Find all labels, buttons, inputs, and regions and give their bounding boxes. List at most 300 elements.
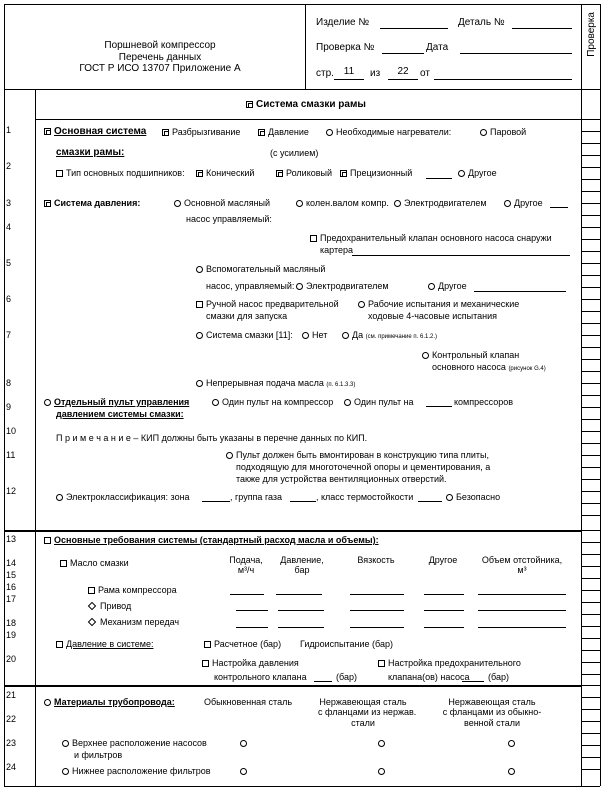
hydro-label: Гидроиспытание (бар) [300, 639, 394, 649]
control-valve-label-a: Контрольный клапан [432, 350, 520, 360]
check-cell-line [581, 709, 600, 710]
row-number: 3 [6, 198, 12, 208]
relief-valve-label-b: картера [320, 245, 353, 255]
mount-label-c: также для устройства вентиляционных отверстий. [236, 474, 447, 484]
control-valve-option[interactable] [422, 350, 519, 360]
one-console-option[interactable] [212, 397, 333, 407]
bearing-other-radio[interactable] [458, 170, 465, 177]
aux-motor-radio[interactable] [296, 283, 303, 290]
continuous-option[interactable] [196, 378, 355, 389]
title-line-3: ГОСТ Р ИСО 13707 Приложение А [79, 63, 241, 74]
frame-other-blank[interactable] [424, 594, 464, 595]
requirements-title [44, 535, 379, 545]
requirements-title-text: Основные требования системы (стандартный расход масла и объемы): [54, 535, 379, 545]
col-viscosity: Вязкость [357, 555, 395, 565]
crankshaft-option[interactable] [296, 198, 389, 208]
check-cell-line [581, 733, 600, 734]
ss-label-c: стали [351, 717, 375, 728]
gear-other-blank[interactable] [424, 627, 464, 628]
no-label: Нет [312, 330, 328, 340]
check-cell-line [581, 578, 600, 579]
page-label: стр. [316, 68, 334, 79]
drive-label: Привод [100, 601, 132, 611]
piping-title-text: Материалы трубопровода: [54, 697, 175, 707]
oil-option[interactable] [60, 558, 129, 568]
header-split [305, 4, 306, 89]
check-cell-line [581, 530, 600, 531]
drive-viscosity-blank[interactable] [350, 610, 404, 611]
check-cell-line [581, 638, 600, 639]
check-cell-line [581, 554, 600, 555]
row-number: 10 [6, 426, 17, 436]
section-divider-1 [4, 530, 581, 532]
crankshaft-radio[interactable] [296, 200, 303, 207]
check-cell-line [581, 239, 600, 240]
main-pump-other-radio[interactable] [504, 200, 511, 207]
relief-valve-option[interactable] [310, 233, 552, 243]
check-cell-line [581, 685, 600, 686]
heaters-radio[interactable] [326, 129, 333, 136]
elec-zone-blank[interactable] [202, 501, 230, 502]
ss2-label-b: с фланцами из обыкно- [442, 707, 542, 718]
no-radio[interactable] [302, 332, 309, 339]
relief-setting-blank[interactable] [462, 681, 484, 682]
main-pump-other-blank[interactable] [550, 207, 568, 208]
pressure-system-label-text: Система давления: [54, 198, 141, 208]
mount-option[interactable] [226, 450, 489, 460]
aux-pump-radio[interactable] [196, 266, 203, 273]
row-number: 17 [6, 594, 17, 604]
one-console-label: Один пульт на компрессор [222, 397, 334, 407]
main-pump-other-label: Другое [514, 198, 543, 208]
aux-motor-option[interactable] [296, 281, 389, 291]
check-cell-line [581, 721, 600, 722]
row-number-column-line [35, 89, 36, 786]
pressure-label: Давление [268, 127, 309, 137]
ss2-label-a: Нержавеющая сталь [448, 697, 536, 707]
row-number: 18 [6, 618, 17, 628]
conical-option[interactable] [196, 168, 254, 178]
upper-ss2-radio-wrap[interactable] [508, 738, 518, 748]
multi-console-option[interactable] [344, 397, 414, 407]
upper-carbon-radio-wrap[interactable] [240, 738, 250, 748]
from-field[interactable] [434, 79, 572, 80]
col-pressure [272, 555, 332, 576]
pressure-system-label [44, 198, 140, 208]
gas-group-blank[interactable] [290, 501, 316, 502]
check-cell-line [581, 566, 600, 567]
calculated-option[interactable] [204, 639, 281, 649]
control-valve-label-b: основного насоса [432, 362, 506, 372]
date-field[interactable] [460, 53, 572, 54]
relief-setting-checkbox[interactable] [378, 660, 385, 667]
upper-carbon-radio[interactable] [240, 740, 247, 747]
tests-label-b: ходовые 4-часовые испытания [368, 311, 498, 321]
check-cell-line [581, 602, 600, 603]
check-cell-line [581, 515, 600, 516]
section-checkbox[interactable] [246, 101, 253, 108]
pressure-system-checkbox[interactable] [44, 200, 51, 207]
row-number: 13 [6, 534, 17, 544]
detail-label: Деталь № [458, 17, 505, 28]
aux-motor-label: Электродвигателем [306, 281, 389, 291]
motor-option[interactable] [394, 198, 487, 208]
safe-radio[interactable] [446, 494, 453, 501]
no-option[interactable] [302, 330, 327, 340]
frame-label: Рама компрессора [98, 585, 177, 595]
gas-group-label: , группа газа [230, 492, 283, 502]
aux-other-radio[interactable] [428, 283, 435, 290]
hand-pump-label-b: смазки для запуска [206, 311, 288, 321]
frame-option[interactable] [88, 585, 177, 595]
continuous-label: Непрерывная подача масла [206, 378, 324, 388]
check-cell-line [581, 455, 600, 456]
setting-unit: (бар) [336, 672, 357, 682]
frame-top [4, 4, 600, 5]
elec-zone-radio[interactable] [56, 494, 63, 501]
row-number: 24 [6, 762, 17, 772]
console-radio[interactable] [44, 399, 51, 406]
upper-radio[interactable] [62, 740, 69, 747]
sys-pressure-label: Давление в системе: [66, 639, 154, 649]
drive-diamond-icon[interactable] [88, 602, 96, 610]
check-cell-line [581, 335, 600, 336]
aux-pump-label-b: насос, управляемый: [206, 281, 295, 291]
section-divider-2 [4, 685, 581, 687]
lower-option[interactable] [62, 766, 211, 776]
check-cell-line [581, 626, 600, 627]
check-cell-line [581, 323, 600, 324]
yes-option[interactable] [342, 330, 437, 341]
upper-label-a: Верхнее расположение насосов [72, 738, 207, 748]
row-number: 21 [6, 690, 17, 700]
row-number: 7 [6, 330, 12, 340]
temp-class-blank[interactable] [418, 501, 442, 502]
col-flow [216, 555, 276, 576]
motor-radio[interactable] [394, 200, 401, 207]
calculated-checkbox[interactable] [204, 641, 211, 648]
lube-system-radio[interactable] [196, 332, 203, 339]
elec-zone-label: Электроклассификация: зона [66, 492, 190, 502]
check-cell-line [581, 131, 600, 132]
row-number: 11 [6, 450, 16, 460]
frame-pressure-blank[interactable] [276, 594, 322, 595]
check-cell-line [581, 347, 600, 348]
conical-label: Конический [206, 168, 255, 178]
frame-checkbox[interactable] [88, 587, 95, 594]
frame-settling-blank[interactable] [478, 594, 566, 595]
main-pump-other-option[interactable] [504, 198, 543, 208]
date-label: Дата [426, 42, 449, 53]
frame-flow-blank[interactable] [230, 594, 264, 595]
upper-ss-radio[interactable] [378, 740, 385, 747]
setting-label-a: Настройка давления [212, 658, 299, 668]
lower-carbon-radio-wrap[interactable] [240, 766, 250, 776]
row-number: 2 [6, 161, 12, 171]
check-cell-line [581, 419, 600, 420]
check-cell-line [581, 407, 600, 408]
frame-left [4, 4, 5, 786]
roller-checkbox[interactable] [276, 170, 283, 177]
gear-settling-blank[interactable] [478, 627, 566, 628]
gear-pressure-blank[interactable] [278, 627, 324, 628]
setting-label-b: контрольного клапана [214, 672, 307, 682]
safe-label: Безопасно [456, 492, 501, 502]
form-title [60, 40, 260, 75]
console-label [44, 397, 189, 407]
check-cell-line [581, 263, 600, 264]
steam-radio[interactable] [480, 129, 487, 136]
pressure-option[interactable] [258, 127, 309, 137]
control-valve-radio[interactable] [422, 352, 429, 359]
main-system-checkbox[interactable] [44, 128, 51, 135]
row-number: 15 [6, 570, 17, 580]
lube-system-option[interactable] [196, 330, 293, 340]
drive-flow-blank[interactable] [236, 610, 268, 611]
upper-label-b: и фильтров [74, 750, 123, 760]
hand-pump-checkbox[interactable] [196, 301, 203, 308]
ss-label-b: с фланцами из нержав. [318, 707, 417, 718]
splash-label: Разбрызгивание [172, 127, 241, 137]
gear-option[interactable] [88, 617, 179, 627]
carbon-label: Обыкновенная сталь [204, 697, 293, 707]
relief-setting-label-a: Настройка предохранительного [388, 658, 521, 668]
tests-option[interactable] [358, 299, 519, 309]
precision-blank[interactable] [426, 178, 452, 179]
console-label-b: давлением системы смазки: [56, 409, 184, 419]
section-title-divider [35, 119, 581, 120]
row-number: 12 [6, 486, 17, 496]
roller-label: Роликовый [286, 168, 333, 178]
lower-label: Нижнее расположение фильтров [72, 766, 211, 776]
multi-console-label-a: Один пульт на [354, 397, 414, 407]
aux-other-option[interactable] [428, 281, 467, 291]
frame-bottom [4, 786, 600, 787]
aux-pump-label-a: Вспомогательный масляный [206, 264, 326, 274]
relief-valve-checkbox[interactable] [310, 235, 317, 242]
check-label: Проверка № [316, 42, 375, 53]
precision-option[interactable] [340, 168, 412, 178]
roller-option[interactable] [276, 168, 332, 178]
product-field[interactable] [380, 28, 448, 29]
check-cell-line [581, 757, 600, 758]
detail-field[interactable] [512, 28, 572, 29]
check-cell-line [581, 203, 600, 204]
col-pressure-unit: бар [294, 565, 310, 576]
section-title [246, 99, 366, 111]
crankshaft-label: колен.валом компр. [306, 198, 389, 208]
main-system-label-b: смазки рамы: [56, 147, 125, 158]
elec-zone-option[interactable] [56, 492, 190, 502]
side-check-label: Проверка [586, 12, 597, 57]
lower-ss2-radio-wrap[interactable] [508, 766, 518, 776]
frame-right [600, 4, 601, 786]
col-flow-unit: м³/ч [237, 565, 255, 576]
lower-radio[interactable] [62, 768, 69, 775]
check-cell-line [581, 287, 600, 288]
row-number: 16 [6, 582, 17, 592]
setting-option[interactable] [202, 658, 299, 668]
col-settling-label: Объем отстойника, [481, 555, 563, 565]
console-label-a: Отдельный пульт управления [54, 397, 190, 407]
page-number-line [334, 79, 364, 80]
gear-label: Механизм передач [100, 617, 180, 627]
col-settling-unit: м³ [517, 565, 527, 576]
gear-viscosity-blank[interactable] [350, 627, 404, 628]
ss-label-a: Нержавеющая сталь [319, 697, 407, 707]
relief-valve-blank[interactable] [352, 255, 570, 256]
tests-radio[interactable] [358, 301, 365, 308]
mount-label-a: Пульт должен быть вмонтирован в конструкцию типа плиты, [236, 450, 489, 460]
check-cell-line [581, 697, 600, 698]
yes-note: (см. примечание п. 6.1.2.) [365, 334, 438, 340]
check-cell-line [581, 227, 600, 228]
check-cell-line [581, 167, 600, 168]
check-cell-line [581, 542, 600, 543]
bearings-label: Тип основных подшипников: [66, 168, 185, 178]
piping-radio[interactable] [44, 699, 51, 706]
relief-setting-label-b: клапана(ов) насоса [388, 672, 470, 682]
heaters-option[interactable] [326, 127, 451, 137]
sys-pressure-checkbox[interactable] [56, 641, 63, 648]
check-cell-line [581, 191, 600, 192]
check-cell-line [581, 479, 600, 480]
drive-other-blank[interactable] [424, 610, 464, 611]
steam-label: Паровой [490, 127, 527, 137]
pressure-checkbox[interactable] [258, 129, 265, 136]
hand-pump-label-a: Ручной насос предварительной [206, 299, 339, 309]
mount-radio[interactable] [226, 452, 233, 459]
check-cell-line [581, 431, 600, 432]
ss2-col [432, 697, 552, 728]
check-cell-line [581, 275, 600, 276]
check-cell-line [581, 119, 600, 120]
row-number: 23 [6, 738, 17, 748]
bearings-checkbox[interactable] [56, 170, 63, 177]
tests-label-a: Рабочие испытания и механические [368, 299, 520, 309]
control-valve-note: (рисунок G.4) [508, 366, 546, 372]
main-pump-radio[interactable] [174, 200, 181, 207]
motor-label: Электродвигателем [404, 198, 487, 208]
lower-ss-radio[interactable] [378, 768, 385, 775]
col-settling [472, 555, 572, 576]
splash-option[interactable] [162, 127, 240, 137]
main-pump-option[interactable] [174, 198, 270, 208]
upper-option[interactable] [62, 738, 207, 748]
upper-ss-radio-wrap[interactable] [378, 738, 388, 748]
page-total-line [388, 79, 418, 80]
relief-valve-label-a: Предохранительный клапан основного насоса снаружи [320, 233, 552, 243]
frame-viscosity-blank[interactable] [350, 594, 404, 595]
ss-col [318, 697, 417, 728]
bearing-other-label: Другое [468, 168, 497, 178]
check-cell-line [581, 143, 600, 144]
ss2-label-c: венной стали [464, 717, 520, 728]
setting-checkbox[interactable] [202, 660, 209, 667]
main-system-label [44, 126, 146, 138]
row-number: 14 [6, 558, 17, 568]
piping-title [44, 697, 175, 707]
heaters-label: Необходимые нагреватели: [336, 127, 452, 137]
lower-ss2-radio[interactable] [508, 768, 515, 775]
splash-checkbox[interactable] [162, 129, 169, 136]
check-cell-line [581, 371, 600, 372]
conical-checkbox[interactable] [196, 170, 203, 177]
gear-flow-blank[interactable] [236, 627, 268, 628]
check-cell-line [581, 359, 600, 360]
check-cell-line [581, 383, 600, 384]
precision-checkbox[interactable] [340, 170, 347, 177]
lower-carbon-radio[interactable] [240, 768, 247, 775]
bearing-other-option[interactable] [458, 168, 497, 178]
setting-blank[interactable] [314, 681, 332, 682]
lower-ss-radio-wrap[interactable] [378, 766, 388, 776]
drive-settling-blank[interactable] [478, 610, 566, 611]
sys-pressure-option[interactable] [56, 639, 153, 649]
check-cell-line [581, 299, 600, 300]
drive-option[interactable] [88, 601, 131, 611]
check-cell-line [581, 251, 600, 252]
calculated-label: Расчетное (бар) [214, 639, 282, 649]
multi-console-blank[interactable] [426, 406, 452, 407]
continuous-radio[interactable] [196, 380, 203, 387]
check-cell-line [581, 614, 600, 615]
multi-console-radio[interactable] [344, 399, 351, 406]
section-title-text: Система смазки рамы [256, 99, 366, 110]
row-number: 8 [6, 378, 12, 388]
one-console-radio[interactable] [212, 399, 219, 406]
row-number: 6 [6, 294, 12, 304]
check-cell-line [581, 662, 600, 663]
from-label: от [420, 68, 430, 79]
aux-other-blank[interactable] [474, 291, 566, 292]
header-divider [4, 89, 600, 90]
steam-option[interactable] [480, 127, 526, 137]
pressure-note: (с усилием) [270, 148, 319, 158]
oil-label: Масло смазки [70, 558, 129, 568]
safe-option[interactable] [446, 492, 500, 502]
gear-diamond-icon[interactable] [88, 618, 96, 626]
oil-checkbox[interactable] [60, 560, 67, 567]
continuous-note: (п. 6.1.3.3) [326, 382, 356, 388]
check-cell-line [581, 491, 600, 492]
title-line-1: Поршневой компрессор [104, 40, 216, 51]
check-field[interactable] [382, 53, 424, 54]
control-valve-label-b-row [432, 362, 546, 373]
product-label: Изделие № [316, 17, 370, 28]
check-cell-line [581, 650, 600, 651]
col-pressure-label: Давление, [280, 555, 324, 565]
aux-pump-option[interactable] [196, 264, 325, 274]
multi-console-label-b: компрессоров [454, 397, 514, 407]
hand-pump-option[interactable] [196, 299, 339, 309]
lube-system-label: Система смазки [11]: [206, 330, 293, 340]
check-cell-line [581, 395, 600, 396]
bearings-option[interactable] [56, 168, 185, 178]
check-cell-line [581, 443, 600, 444]
row-number: 1 [6, 125, 12, 135]
drive-pressure-blank[interactable] [278, 610, 324, 611]
page-number: 11 [343, 66, 355, 77]
row-number: 4 [6, 222, 12, 232]
requirements-checkbox[interactable] [44, 537, 51, 544]
check-cell-line [581, 503, 600, 504]
relief-setting-option[interactable] [378, 658, 521, 668]
temp-class-label: , класс термостойкости [316, 492, 414, 502]
yes-radio[interactable] [342, 332, 349, 339]
of-label: из [370, 68, 381, 79]
upper-ss2-radio[interactable] [508, 740, 515, 747]
